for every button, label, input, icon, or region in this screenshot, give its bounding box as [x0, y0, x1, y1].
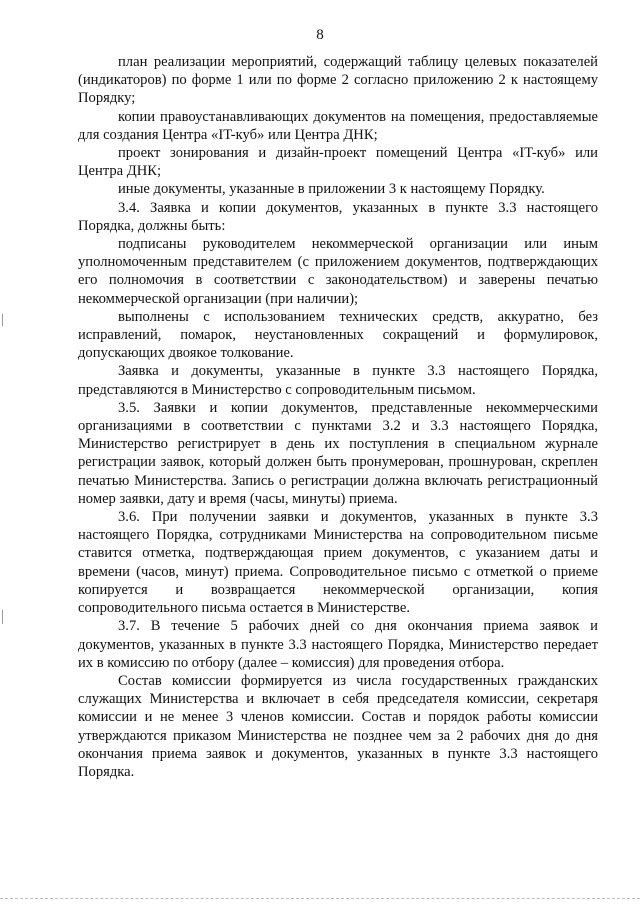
paragraph-3-5: 3.5. Заявки и копии документов, представленные некоммерческими организациями в соответствии с пунктами 3.2 и 3.3 настоящего Порядка, Министерство регистрирует в день их поступления в специальном журнале регистрации заявок, который должен быть пронумерован, прошнурован, скреплен печатью Министерства. Запись о регистрации должна включать регистрационный номер заявки, дату и время (часы, минуты) приема. — [78, 399, 598, 507]
paragraph-3-7: 3.7. В течение 5 рабочих дней со дня окончания приема заявок и документов, указанных в пункте 3.3 настоящего Порядка, Министерство передает их в комиссию по отбору (далее – комиссия) для проведения отбора. — [78, 618, 598, 671]
paragraph-3-4: 3.4. Заявка и копии документов, указанных в пункте 3.3 настоящего Порядка, должны быть: — [78, 199, 598, 234]
paragraph-commission: Состав комиссии формируется из числа государственных гражданских служащих Министерства и включает в себя председателя комиссии, секретаря комиссии и не менее 3 членов комиссии. Состав и порядок работы комиссии утверждаются приказом Министерства не позднее чем за 2 рабочих дня до дня окончания приема заявок и документов, указанных в пункте 3.3 настоящего Порядка. — [78, 672, 598, 780]
paragraph-other-documents: иные документы, указанные в приложении 3 к настоящему Порядку. — [118, 181, 545, 198]
paragraph-plan: план реализации мероприятий, содержащий таблицу целевых показателей (индикаторов) по форме 1 или по форме 2 согласно приложению 2 к настоящему Порядку; — [78, 54, 598, 107]
scan-margin-mark — [2, 610, 3, 624]
paragraph-copies: копии правоустанавливающих документов на помещения, предоставляемые для создания Центра «IT-куб» или Центра ДНК; — [78, 108, 598, 143]
paragraph-zoning-project: проект зонирования и дизайн-проект помещений Центра «IT-куб» или Центра ДНК; — [78, 145, 598, 180]
page-number: 8 — [316, 27, 324, 43]
document-body — [78, 53, 598, 781]
paragraph-3-6: 3.6. При получении заявки и документов, указанных в пункте 3.3 настоящего Порядка, сотрудниками Министерства на сопроводительном письме ставится отметка, подтверждающая прием документов, с указанием даты и времени (часов, минут) приема. Сопроводительное письмо с отметкой о приеме копируется и возвращается некоммерческой организации, копия сопроводительного письма остается в Министерстве. — [78, 509, 598, 617]
scan-margin-mark — [2, 314, 3, 326]
paragraph-signed: подписаны руководителем некоммерческой организации или иным уполномоченным представителем (с приложением документов, подтверждающих его полномочия в соответствии с законодательством) и заверены печатью некоммерческой организации (при наличии); — [78, 236, 598, 307]
scan-bottom-edge — [0, 898, 640, 900]
paragraph-cover-letter: Заявка и документы, указанные в пункте 3.3 настоящего Порядка, представляются в Министерство с сопроводительным письмом. — [78, 363, 598, 398]
paragraph-executed: выполнены с использованием технических средств, аккуратно, без исправлений, помарок, неустановленных сокращений и формулировок, допускающих двоякое толкование. — [78, 308, 598, 362]
